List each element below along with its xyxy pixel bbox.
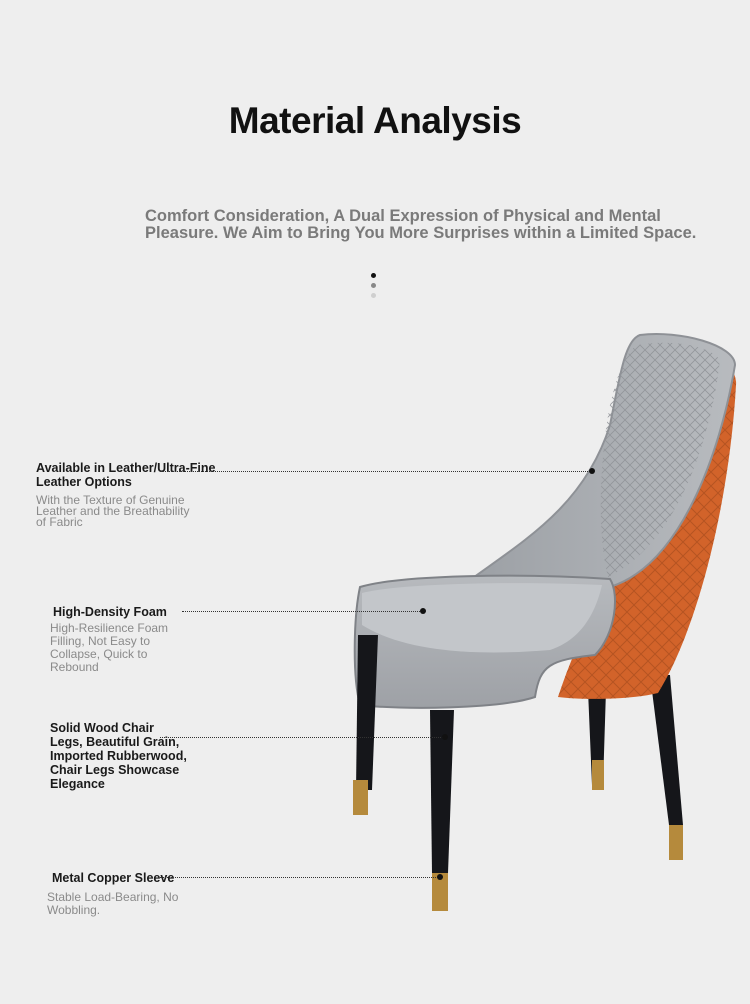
page-subtitle: Comfort Consideration, A Dual Expression of Physical and Mental Pleasure. We Aim to Bring You More Surprises within a Limited Space.	[145, 207, 697, 242]
feature-foam	[50, 605, 180, 674]
copper-sleeve	[353, 780, 368, 815]
copper-sleeve	[669, 825, 683, 860]
feature-wood-legs	[50, 721, 190, 791]
leader-line	[160, 737, 445, 738]
back-leg	[650, 675, 683, 825]
callout-pin	[437, 874, 443, 880]
feature-title: Available in Leather/Ultra-Fine Leather Options	[36, 461, 216, 489]
dot-active	[371, 273, 376, 278]
front-leg	[356, 635, 378, 790]
copper-sleeve	[592, 760, 604, 790]
leader-line	[160, 877, 440, 878]
callout-pin	[442, 734, 448, 740]
leader-line	[182, 611, 422, 612]
feature-title: Solid Wood Chair Legs, Beautiful Grain, Imported Rubberwood, Chair Legs Showcase Elegance	[50, 721, 187, 791]
chair-illustration	[340, 325, 740, 915]
callout-pin	[420, 608, 426, 614]
page-title: Material Analysis	[228, 100, 522, 141]
pagination-dots	[371, 273, 376, 303]
dot	[371, 293, 376, 298]
feature-description: With the Texture of Genuine Leather and the Breathability of Fabric	[36, 493, 190, 529]
callout-pin	[589, 468, 595, 474]
feature-description: Stable Load-Bearing, No Wobbling.	[47, 890, 179, 917]
feature-title: Metal Copper Sleeve	[52, 871, 175, 885]
feature-description: High-Resilience Foam Filling, Not Easy to Collapse, Quick to Rebound	[50, 621, 169, 674]
feature-title: High-Density Foam	[53, 605, 167, 619]
leader-line	[160, 471, 592, 472]
dot	[371, 283, 376, 288]
